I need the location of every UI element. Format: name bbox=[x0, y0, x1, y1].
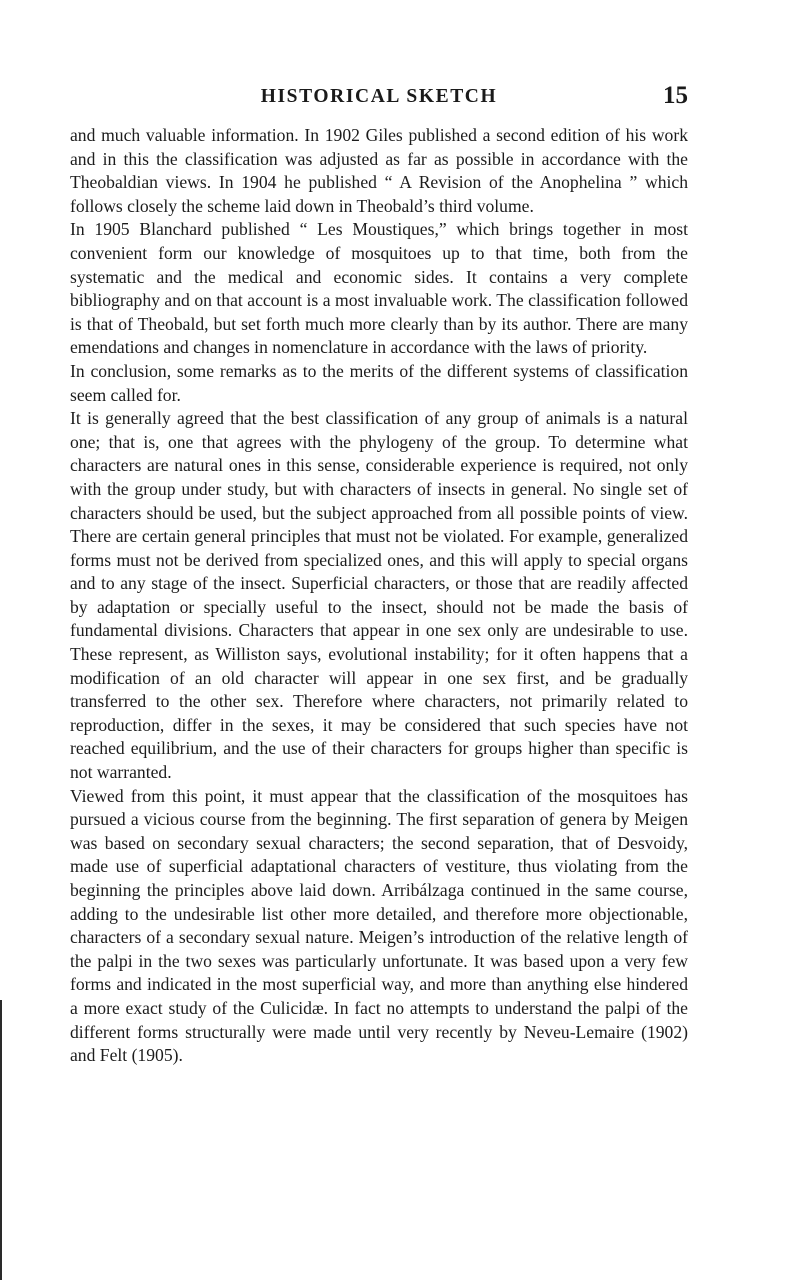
paragraph: In 1905 Blanchard published “ Les Moustiques,” which brings together in most convenient form our knowledge of mosquitoes up to that time, both from the systematic and the medical and economic sides. It contains a very complete bibliography and on that account is a most invaluable work. The classification followed is that of Theobald, but set forth much more clearly than by its author. There are many emendations and changes in nomenclature in accordance with the laws of priority. bbox=[70, 219, 688, 358]
paragraph: Viewed from this point, it must appear that the classification of the mosquitoes has pursued a vicious course from the beginning. The first separation of genera by Meigen was based on secondary sexual characters; the second separation, that of Desvoidy, made use of superficial adaptational characters of vestiture, thus violating from the beginning the principles above laid down. Arribálzaga continued in the same course, adding to the undesirable list other more detailed, and therefore more objectionable, characters of a secondary sexual nature. Meigen’s introduction of the relative length of the palpi in the two sexes was particularly unfortunate. It was based upon a very few forms and indicated in the most superficial way, and more than anything else hindered a more exact study of the Culicidæ. In fact no attempts to understand the palpi of the different forms structurally were made until very recently by Neveu-Lemaire (1902) and Felt (1905). bbox=[70, 785, 688, 1066]
body-text bbox=[70, 124, 688, 1068]
paragraph: It is generally agreed that the best classification of any group of animals is a natural one; that is, one that agrees with the phylogeny of the group. To determine what characters are natural ones in this sense, considerable experience is required, not only with the group under study, but with characters of insects in general. No single set of characters should be used, but the subject approached from all possible points of view. There are certain general principles that must not be violated. For example, generalized forms must not be derived from specialized ones, and this will apply to special organs and to any stage of the insect. Superficial characters, or those that are readily affected by adaptation or specially useful to the insect, should not be made the basis of fundamental divisions. Characters that appear in one sex only are undesirable to use. These represent, as Williston says, evolutional instability; for it often happens that a modification of an old character will appear in one sex first, and be gradually transferred to the other sex. Therefore where characters, not primarily related to reproduction, differ in the sexes, it may be considered that such species have not reached equilibrium, and the use of their characters for groups higher than specific is not warranted. bbox=[70, 408, 688, 783]
paragraph: and much valuable information. In 1902 Giles published a second edition of his work and in this the classification was adjusted as far as possible in accordance with the Theobaldian views. In 1904 he published “ A Revision of the Anophelina ” which follows closely the scheme laid down in Theobald’s third volume. bbox=[70, 125, 688, 216]
scan-edge-line bbox=[0, 1000, 2, 1280]
paragraph: In conclusion, some remarks as to the merits of the different systems of classification seem called for. bbox=[70, 360, 688, 405]
page-number: 15 bbox=[663, 82, 688, 109]
running-head bbox=[70, 82, 688, 110]
running-title: HISTORICAL SKETCH bbox=[260, 86, 498, 107]
